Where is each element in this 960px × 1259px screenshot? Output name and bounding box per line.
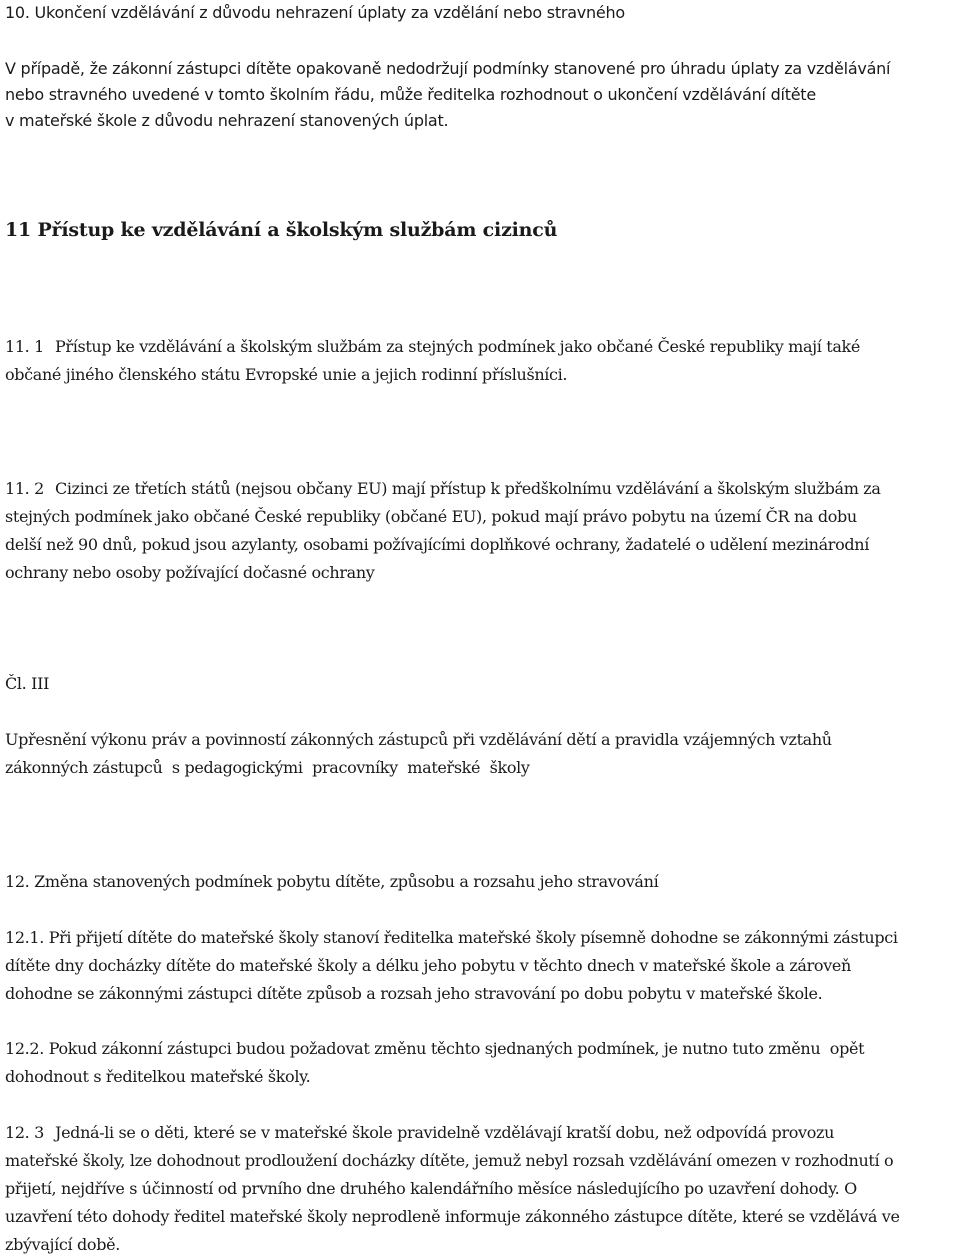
- section-12-title: 12. Změna stanovených podmínek pobytu dítěte, způsobu a rozsahu jeho stravování: [5, 872, 659, 891]
- paragraph-line: [5, 475, 960, 503]
- paragraph-line: stejných podmínek jako občané České republiky (občané EU), pokud mají právo pobytu na území ČR na dobu: [5, 507, 857, 526]
- section-10-paragraph: [5, 56, 960, 134]
- paragraph-line: mateřské školy, lze dohodnout prodloužení docházky dítěte, jemuž nebyl rozsah vzdělávání omezen v rozhodnutí o: [5, 1151, 894, 1170]
- paragraph-line: 12.1. Při přijetí dítěte do mateřské školy stanoví ředitelka mateřské školy písemně dohodne se zákonnými zástupci: [5, 928, 898, 947]
- paragraph-number: 12. 3: [5, 1123, 44, 1142]
- paragraph-line: dítěte dny docházky dítěte do mateřské školy a délku jeho pobytu v těchto dnech v mateřské škole a zároveň: [5, 956, 851, 975]
- paragraph-number: 11. 1: [5, 337, 44, 356]
- paragraph-line: V případě, že zákonní zástupci dítěte opakovaně nedodržují podmínky stanovené pro úhradu úplaty za vzdělávání: [5, 59, 891, 78]
- paragraph-line: v mateřské škole z důvodu nehrazení stanovených úplat.: [5, 111, 449, 130]
- section-12-2-paragraph: [5, 1035, 960, 1091]
- paragraph-text: Přístup ke vzdělávání a školským službám za stejných podmínek jako občané České republiky mají také: [55, 337, 860, 356]
- paragraph-line: zbývající době.: [5, 1235, 120, 1254]
- paragraph-line: přijetí, nejdříve s účinností od prvního dne druhého kalendářního měsíce následujícího po uzavření dohody. O: [5, 1179, 857, 1198]
- section-10-title-text: 10. Ukončení vzdělávání z důvodu nehrazení úplaty za vzdělání nebo stravného: [5, 3, 625, 22]
- paragraph-line: občané jiného členského státu Evropské unie a jejich rodinní příslušníci.: [5, 365, 568, 384]
- article-3-title: [5, 726, 960, 782]
- paragraph-line: 12.2. Pokud zákonní zástupci budou požadovat změnu těchto sjednaných podmínek, je nutno tuto změnu opět: [5, 1039, 865, 1058]
- paragraph-line: dohodnout s ředitelkou mateřské školy.: [5, 1067, 311, 1086]
- article-3-label: Čl. III: [5, 674, 50, 693]
- paragraph-line: [5, 333, 960, 361]
- section-11-2-paragraph: [5, 475, 960, 587]
- paragraph-line: [5, 1119, 960, 1147]
- paragraph-line: ochrany nebo osoby požívající dočasné ochrany: [5, 563, 375, 582]
- paragraph-text: Jedná-li se o děti, které se v mateřské škole pravidelně vzdělávají kratší dobu, než odpovídá provozu: [55, 1123, 835, 1142]
- section-12-3-paragraph: [5, 1119, 960, 1259]
- section-11-heading: 11 Přístup ke vzdělávání a školským službám cizinců: [5, 219, 558, 241]
- section-10-title: [5, 0, 960, 26]
- paragraph-line: dohodne se zákonnými zástupci dítěte způsob a rozsah jeho stravování po dobu pobytu v mateřské škole.: [5, 984, 823, 1003]
- paragraph-number: 11. 2: [5, 479, 44, 498]
- section-12-1-paragraph: [5, 924, 960, 1008]
- section-11-1-paragraph: [5, 333, 960, 389]
- paragraph-line: zákonných zástupců s pedagogickými pracovníky mateřské školy: [5, 758, 530, 777]
- paragraph-text: Cizinci ze třetích států (nejsou občany EU) mají přístup k předškolnímu vzdělávání a školským službám za: [55, 479, 881, 498]
- paragraph-line: Upřesnění výkonu práv a povinností zákonných zástupců při vzdělávání dětí a pravidla vzájemných vztahů: [5, 730, 832, 749]
- paragraph-line: uzavření této dohody ředitel mateřské školy neprodleně informuje zákonného zástupce dítěte, které se vzdělává ve: [5, 1207, 900, 1226]
- paragraph-line: nebo stravného uvedené v tomto školním řádu, může ředitelka rozhodnout o ukončení vzdělávání dítěte: [5, 85, 816, 104]
- paragraph-line: delší než 90 dnů, pokud jsou azylanty, osobami požívajícími doplňkové ochrany, žadatelé o udělení mezinárodní: [5, 535, 869, 554]
